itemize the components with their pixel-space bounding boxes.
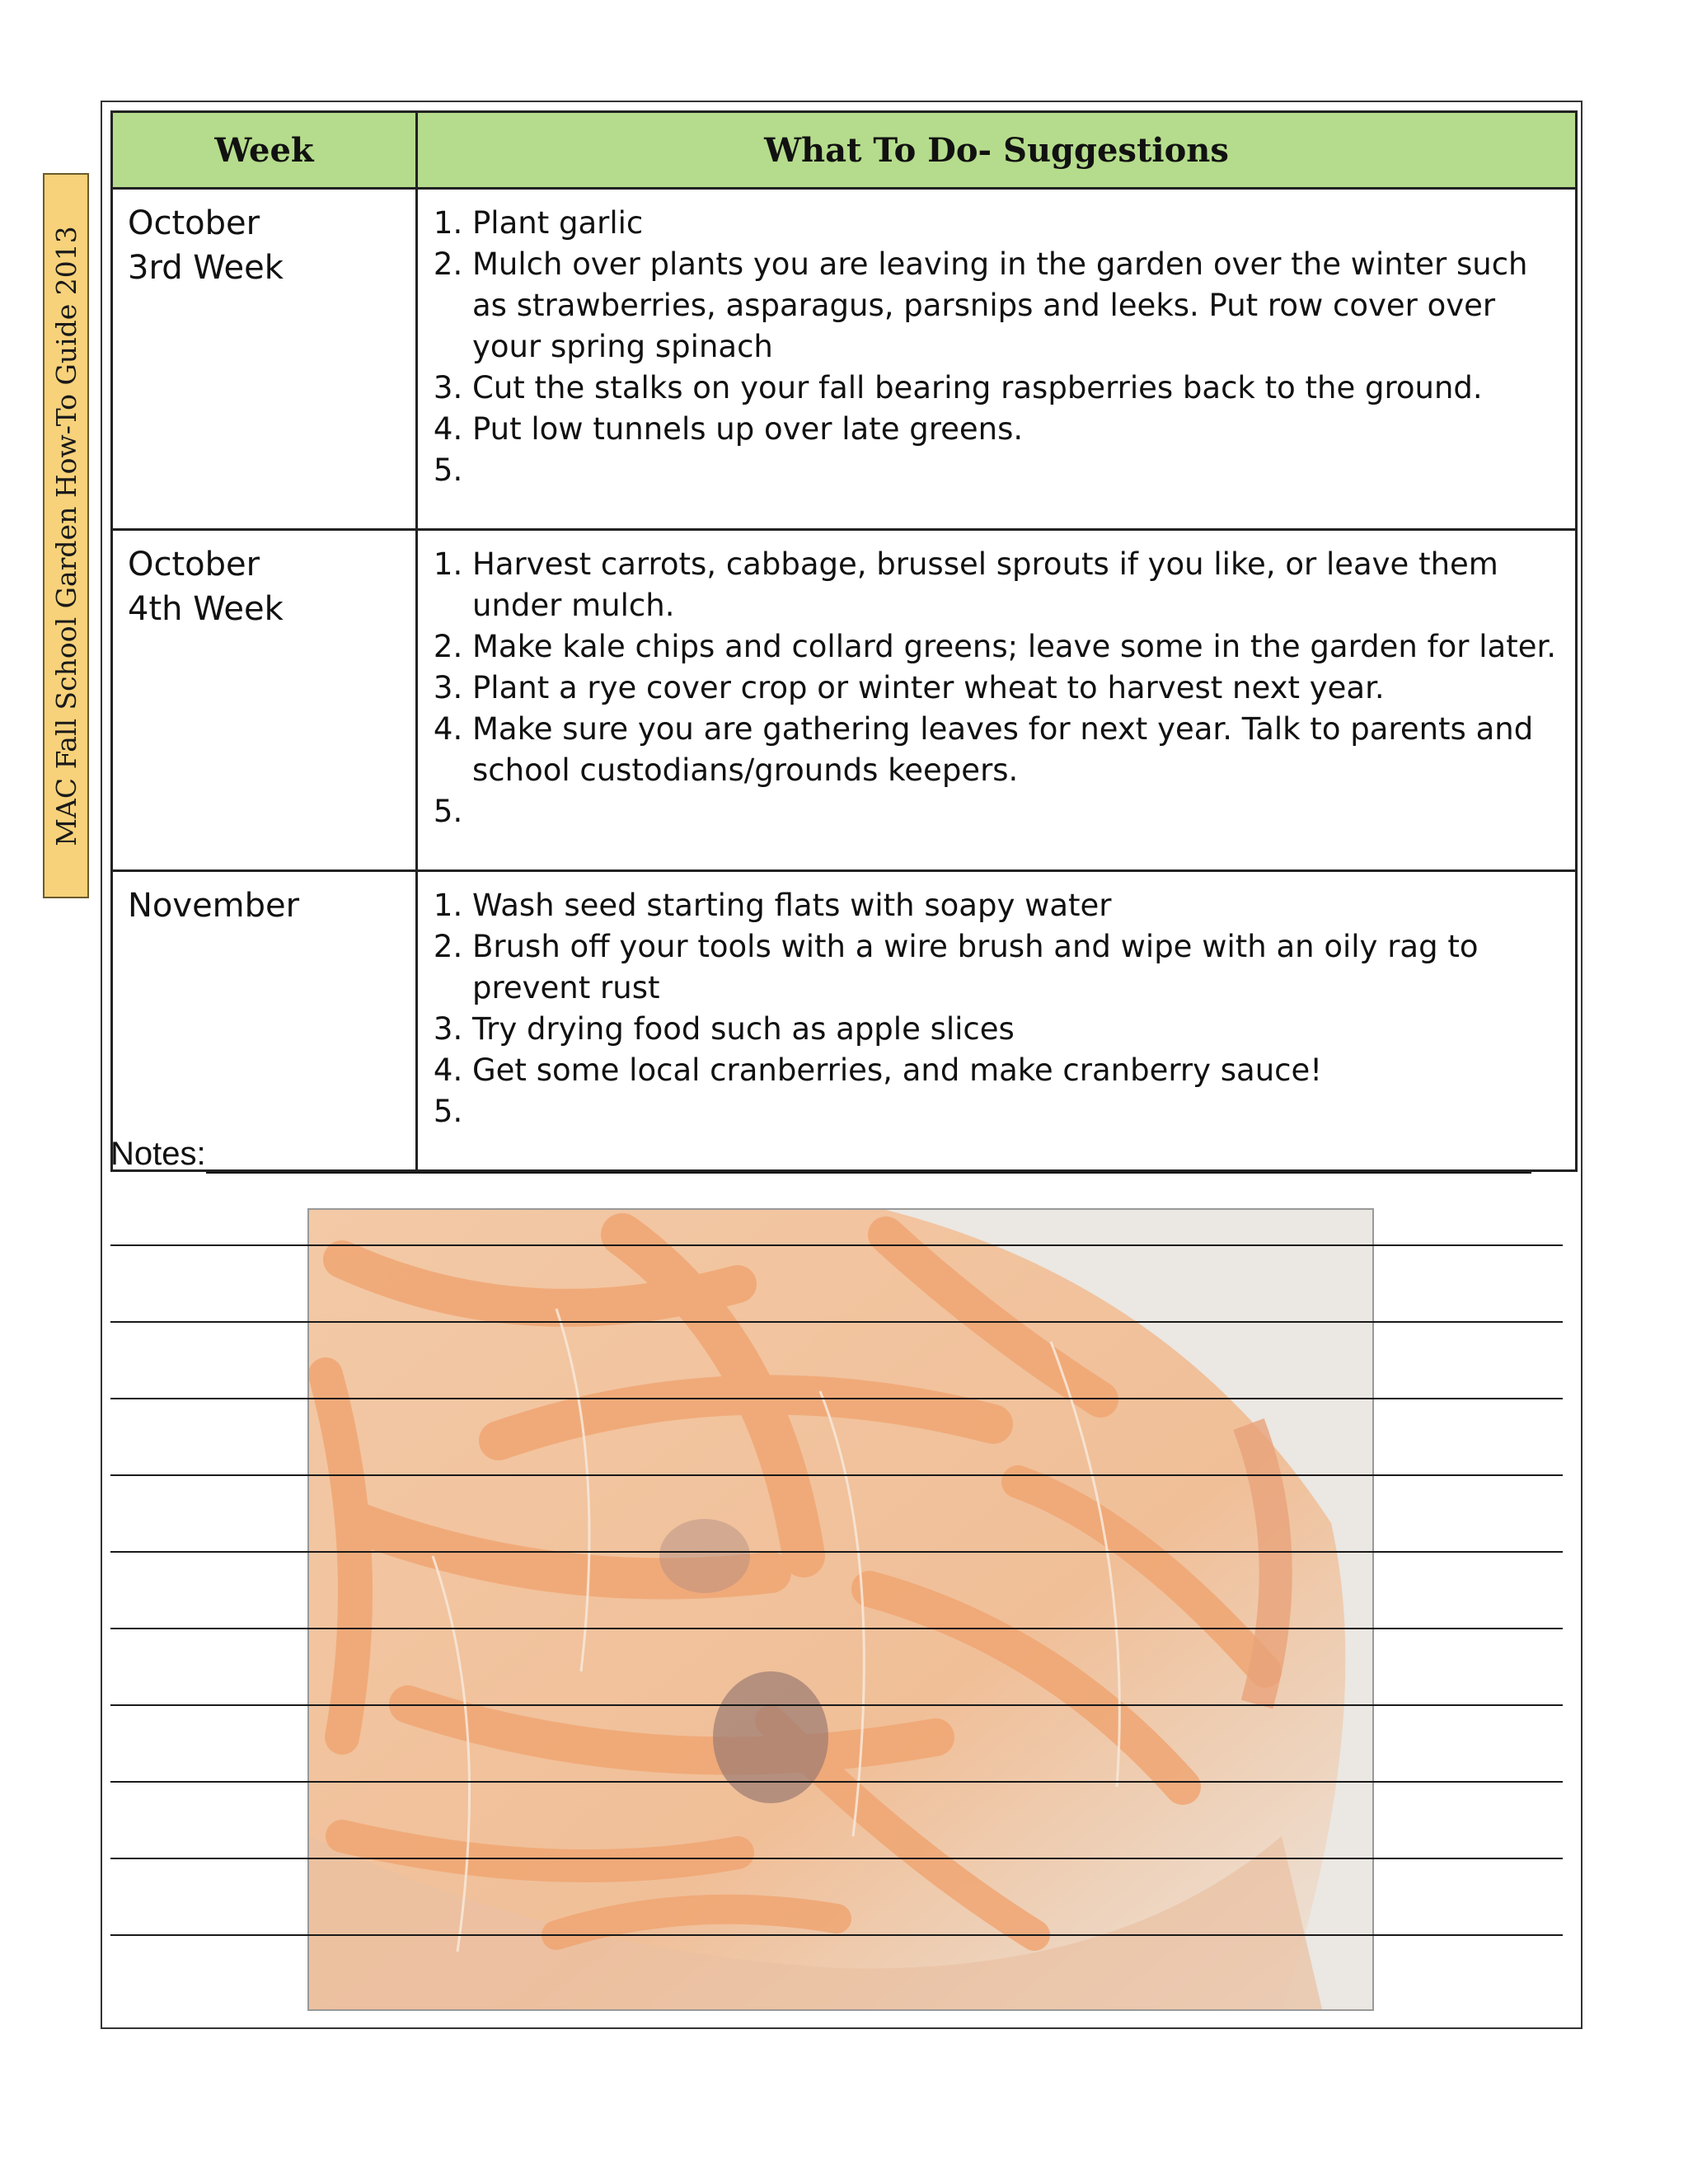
side-title-text: MAC Fall School Garden How-To Guide 2013 [49, 225, 82, 846]
suggestion-list [431, 203, 1567, 491]
suggestion-item: 2. Brush off your tools with a wire brush and wipe with an oily rag to prevent rust [472, 926, 1567, 1009]
notes-writing-line [110, 1781, 1563, 1783]
notes-writing-line [110, 1321, 1563, 1323]
suggestion-list [431, 885, 1567, 1132]
notes-writing-line [110, 1628, 1563, 1629]
notes-writing-line [110, 1858, 1563, 1859]
notes-writing-line [110, 1704, 1563, 1706]
table-row [112, 871, 1577, 1171]
suggestion-item: 3. Cut the stalks on your fall bearing raspberries back to the ground. [472, 368, 1567, 409]
notes-writing-line [110, 1551, 1563, 1553]
suggestion-item: 4. Get some local cranberries, and make cranberry sauce! [472, 1050, 1567, 1091]
week-cell [112, 530, 417, 871]
suggestion-item: 1. Harvest carrots, cabbage, brussel sprouts if you like, or leave them under mulch. [472, 544, 1567, 626]
notes-writing-line [110, 1398, 1563, 1399]
suggestion-list [431, 544, 1567, 832]
side-title-tab [43, 173, 89, 898]
notes-label: Notes: [110, 1136, 206, 1172]
table-row [112, 189, 1577, 530]
suggestion-item: 4. Make sure you are gathering leaves for next year. Talk to parents and school custodians/grounds keepers. [472, 709, 1567, 791]
suggestion-item-blank [472, 1091, 1567, 1132]
suggestion-item: 2. Make kale chips and collard greens; leave some in the garden for later. [472, 626, 1567, 668]
suggestions-cell [417, 530, 1577, 871]
suggestion-item: 4. Put low tunnels up over late greens. [472, 409, 1567, 450]
suggestion-item: 1. Plant garlic [472, 203, 1567, 244]
table-header-row [112, 112, 1577, 189]
notes-writing-line [110, 1474, 1563, 1476]
notes-writing-line [110, 1934, 1563, 1936]
notes-writing-line [206, 1172, 1531, 1174]
suggestion-item: 3. Plant a rye cover crop or winter wheat to harvest next year. [472, 668, 1567, 709]
week-cell [112, 189, 417, 530]
week-month: October [128, 546, 260, 583]
week-month: October [128, 204, 260, 242]
notes-writing-line [110, 1244, 1563, 1246]
suggestion-item: 3. Try drying food such as apple slices [472, 1009, 1567, 1050]
week-month: November [128, 887, 300, 925]
carrots-illustration [309, 1210, 1374, 2011]
carrots-photo [307, 1208, 1374, 2011]
suggestions-cell [417, 189, 1577, 530]
suggestions-column-header: What To Do- Suggestions [417, 112, 1577, 189]
suggestion-item: 2. Mulch over plants you are leaving in the garden over the winter such as strawberries, asparagus, parsnips and leeks. Put row cover over your spring spinach [472, 244, 1567, 368]
week-cell [112, 871, 417, 1171]
week-number: 4th Week [128, 590, 284, 628]
week-column-header: Week [112, 112, 417, 189]
suggestion-item-blank [472, 450, 1567, 491]
garden-schedule-table [110, 110, 1578, 1172]
suggestion-item-blank [472, 791, 1567, 832]
suggestions-cell [417, 871, 1577, 1171]
table-row [112, 530, 1577, 871]
suggestion-item: 1. Wash seed starting flats with soapy water [472, 885, 1567, 926]
week-number: 3rd Week [128, 249, 284, 287]
